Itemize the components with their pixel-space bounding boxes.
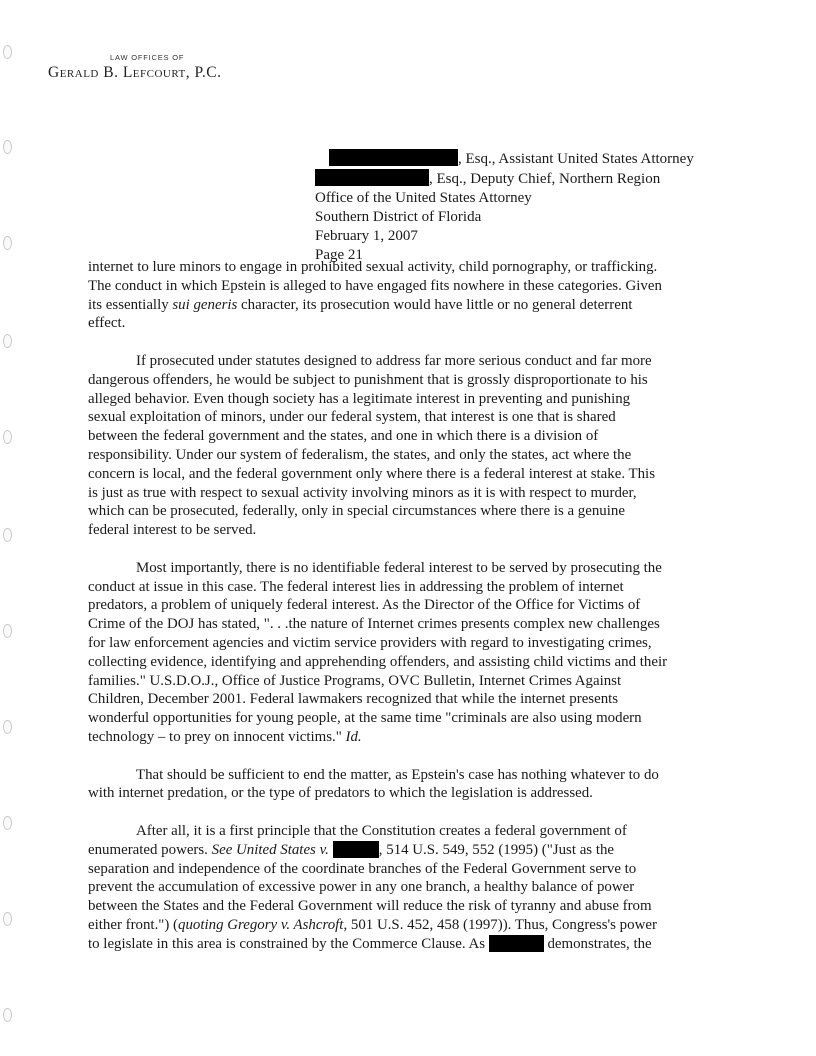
recipient-district: Southern District of Florida [315, 209, 482, 225]
binder-hole [3, 236, 12, 250]
binder-hole [3, 1008, 12, 1022]
binder-hole [3, 430, 12, 444]
redaction-box [329, 149, 458, 166]
recipient-line-2: , Esq., Deputy Chief, Northern Region [315, 169, 694, 189]
binder-hole [3, 45, 12, 59]
binder-hole [3, 624, 12, 638]
paragraph-2: If prosecuted under statutes designed to address far more serious conduct and far more dangerous offenders, he would be subject to punishment that is grossly disproportionate to his alleged behavior. Even though society has a legitimate interest in preventing and punishing sexual exploitation of minors, under our federal system, that interest is one that is shared between the federal government and the states, and one in which there is a division of responsibility. Under our system of federalism, the states, and only the states, act where the concern is local, and the federal government only where there is a federal interest at stake. This is just as true with respect to sexual activity involving minors as it is with respect to murder, which can be prosecuted, federally, only in special circumstances where there is a genuine federal interest to be served. [88, 352, 655, 539]
redaction-box [489, 935, 544, 952]
recipient-block [315, 149, 694, 265]
redaction-box [315, 169, 429, 186]
paragraph-1: internet to lure minors to engage in prohibited sexual activity, child pornography, or trafficking. The conduct in which Epstein is alleged to have engaged fits nowhere in these categories. Given its essentially sui generis character, its prosecution would have little or no general deterrent effect. [88, 259, 662, 332]
binder-hole [3, 528, 12, 542]
binder-hole [3, 140, 12, 154]
letter-body [88, 258, 728, 972]
recipient-office: Office of the United States Attorney [315, 190, 532, 206]
binder-hole [3, 334, 12, 348]
binder-hole [3, 816, 12, 830]
recipient-line-1: , Esq., Assistant United States Attorney [315, 149, 694, 169]
letter-date: February 1, 2007 [315, 228, 418, 244]
paragraph-4: That should be sufficient to end the matter, as Epstein's case has nothing whatever to do with internet predation, or the type of predators to which the legislation is addressed. [88, 766, 659, 802]
binder-hole [3, 912, 12, 926]
redaction-box [333, 841, 379, 858]
page-number: Page 21 [315, 247, 363, 263]
paragraph-3: Most importantly, there is no identifiable federal interest to be served by prosecuting the conduct at issue in this case. The federal interest lies in addressing the problem of internet predators, a problem of uniquely federal interest. As the Director of the Office for Victims of Crime of the DOJ has stated, ". . .the nature of Internet crimes presents complex new challenges for law enforcement agencies and victim service providers with regard to investigating crimes, collecting evidence, identifying and apprehending offenders, and assisting child victims and their families." U.S.D.O.J., Office of Justice Programs, OVC Bulletin, Internet Crimes Against Children, December 2001. Federal lawmakers recognized that while the internet presents wonderful opportunities for young people, at the same time "criminals are also using modern technology – to prey on innocent victims." Id. [88, 559, 668, 745]
binder-hole [3, 720, 12, 734]
paragraph-5: After all, it is a first principle that the Constitution creates a federal government of enumerated powers. See United States v. , 514 U.S. 549, 552 (1995) ("Just as the separation and independence of the coordinate branches of the Federal Government serve to prevent the accumulation of excessive power in any one branch, a healthy balance of power between the States and the Federal Government will reduce the risk of tyranny and abuse from either front.") (quoting Gregory v. Ashcroft, 501 U.S. 452, 458 (1997)). Thus, Congress's power to legislate in this area is constrained by the Commerce Clause. As demonstrates, the [88, 822, 657, 952]
letterhead-firm-name: Gerald B. Lefcourt, P.C. [48, 64, 222, 81]
letterhead-caption: LAW OFFICES OF [110, 53, 185, 62]
